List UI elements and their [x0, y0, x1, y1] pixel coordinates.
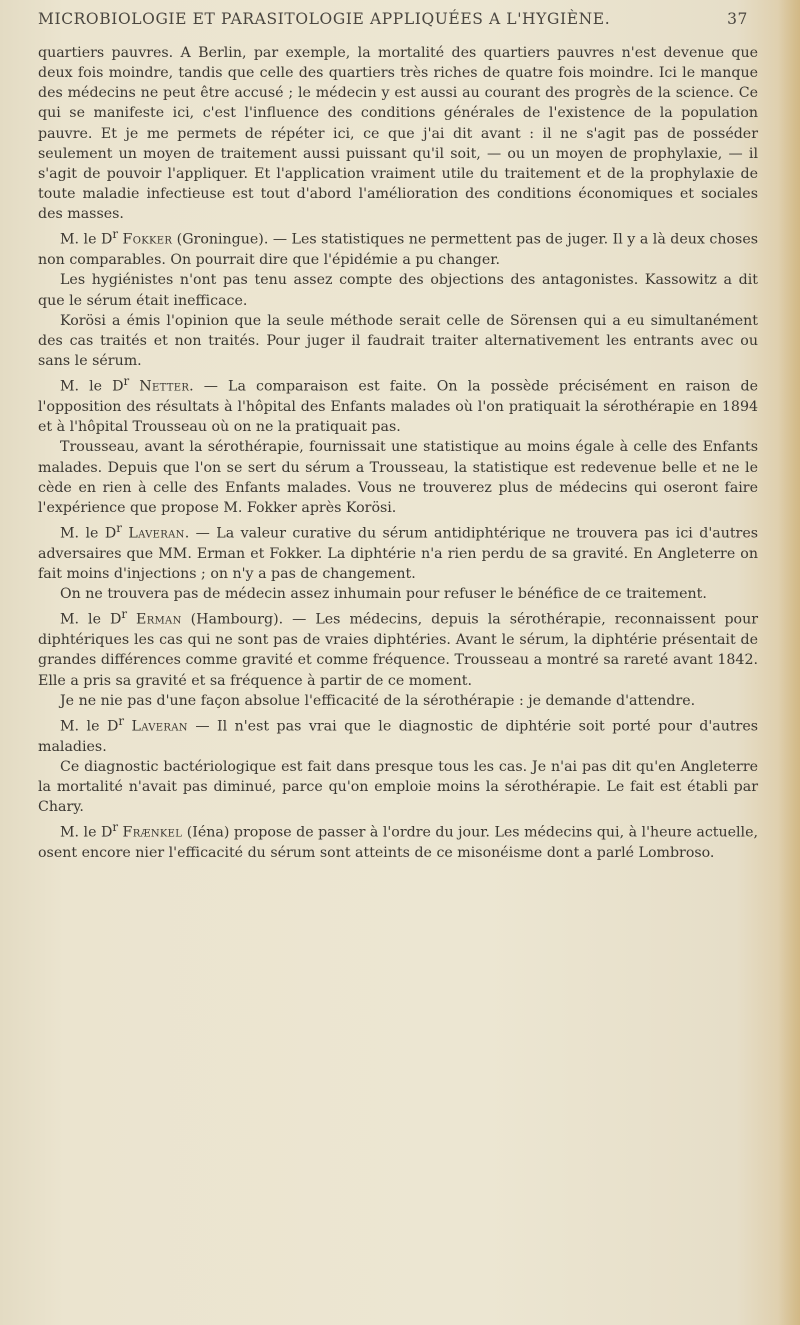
paragraph: M. le $D^r$ Netter. — La comparaison est faite. On la possède précisément en raison de l'opposition des résultats à l'hôpital des Enfants malades où l'on pratiquait la sérothérapie en 1894 et à l'hôpital Trousseau où on ne la pratiquait pas.	[38, 374, 758, 436]
paragraph: On ne trouvera pas de médecin assez inhumain pour refuser le bénéfice de ce traitement.	[60, 586, 707, 603]
page-edge-shadow	[778, 0, 800, 1325]
running-header	[38, 10, 748, 28]
paragraph: quartiers pauvres. A Berlin, par exemple, la mortalité des quartiers pauvres n'est devenue que deux fois moindre, tandis que celle des quartiers très riches de quatre fois moindre. Ici le manque des médecins ne peut être accusé ; le médecin y est aussi au courant des progrès de la science. Ce qui se manifeste ici, c'est l'influence des conditions générales de l'existence de la population pauvre. Et je me permets de répéter ici, ce que j'ai dit avant : il ne s'agit pas de posséder seulement un moyen de traitement aussi puissant qu'il soit, — ou un moyen de prophylaxie, — il s'agit de pouvoir l'appliquer. Et l'application vraiment utile du traitement et de la prophylaxie de toute maladie infectieuse est tout d'abord l'amélioration des conditions économiques et sociales des masses.	[38, 45, 758, 223]
paragraph: Je ne nie pas d'une façon absolue l'efficacité de la sérothérapie : je demande d'attendre.	[60, 692, 696, 709]
paragraph: M. le $D^r$ Erman (Hambourg). — Les médecins, depuis la sérothérapie, reconnaissent pour diphtériques les cas qui ne sont pas de vraies diphtéries. Avant le sérum, la diphtérie présentait de grandes différences comme gravité et comme fréquence. Trousseau a montré sa rareté avant 1842. Elle a pris sa gravité et sa fréquence à partir de ce moment.	[38, 607, 758, 689]
paragraph: Ce diagnostic bactériologique est fait dans presque tous les cas. Je n'ai pas dit qu'en Angleterre la mortalité n'avait pas diminué, parce qu'on emploie moins la sérothérapie. Le fait est établi par Chary.	[38, 758, 758, 816]
paragraph: Les hygiénistes n'ont pas tenu assez compte des objections des antagonistes. Kassowitz a dit que le sérum était inefficace.	[38, 272, 758, 309]
running-title: MICROBIOLOGIE ET PARASITOLOGIE APPLIQUÉES A L'HYGIÈNE.	[38, 10, 611, 28]
speaker-name: Fokker	[122, 232, 173, 249]
paragraph: Korösi a émis l'opinion que la seule méthode serait celle de Sörensen qui a eu simultanément des cas traités et non traités. Pour juger il faudrait traiter alternativement les entrants avec ou sans le sérum.	[38, 312, 758, 370]
paragraph: M. le $D^r$ Laveran. — La valeur curative du sérum antidiphtérique ne trouvera pas ici d'autres adversaires que MM. Erman et Fokker. La diphtérie n'a rien perdu de sa gravité. En Angleterre on fait moins d'injections ; on n'y a pas de changement.	[38, 521, 758, 583]
page-number: 37	[727, 10, 748, 28]
paragraph: M. le $D^r$ Laveran — Il n'est pas vrai que le diagnostic de diphtérie soit porté pour d'autres maladies.	[38, 713, 759, 755]
speaker-name: Laveran	[128, 525, 185, 542]
speaker-name: Laveran	[131, 718, 188, 735]
paragraph: M. le $D^r$ Fokker (Groningue). — Les statistiques ne permettent pas de juger. Il y a là deux choses non comparables. On pourrait dire que l'épidémie a pu changer.	[38, 227, 759, 269]
paragraph: Trousseau, avant la sérothérapie, fournissait une statistique au moins égale à celle des Enfants malades. Depuis que l'on se sert du sérum a Trousseau, la statistique est redevenue belle et ne le cède en rien à celle des Enfants malades. Vous ne trouverez plus de médecins qui oseront faire l'expérience que propose M. Fokker après Korösi.	[38, 439, 758, 516]
speaker-name: Frænkel	[122, 825, 183, 842]
speaker-name: Netter	[139, 378, 190, 395]
speaker-name: Erman	[136, 612, 182, 629]
paragraph: M. le $D^r$ Frænkel (Iéna) propose de passer à l'ordre du jour. Les médecins qui, à l'heure actuelle, osent encore nier l'efficacité du sérum sont atteints de ce misonéisme dont a parlé Lombroso.	[38, 820, 758, 862]
body-text	[38, 43, 758, 864]
